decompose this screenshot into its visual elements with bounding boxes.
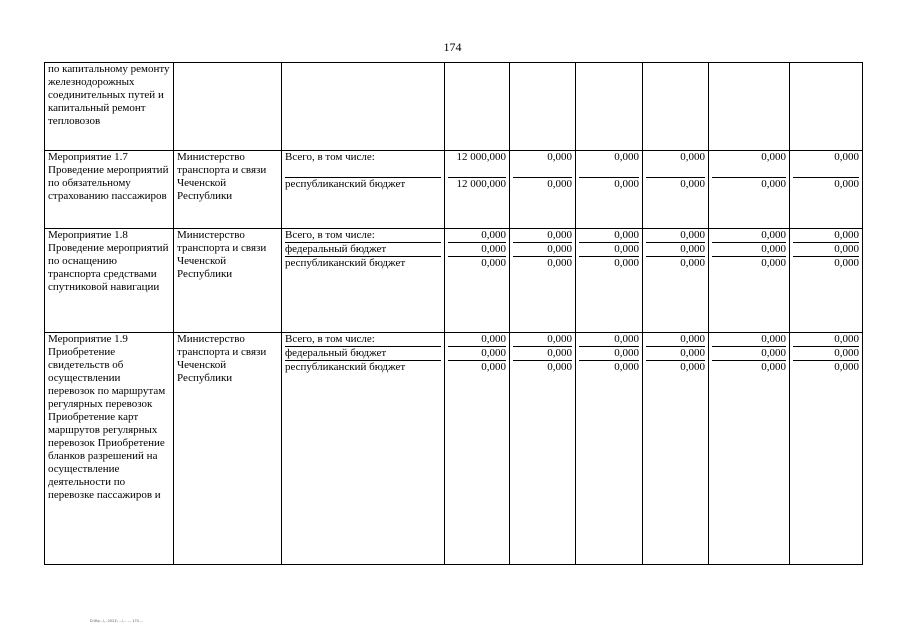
value-cell	[576, 333, 643, 565]
value-cell	[709, 229, 790, 333]
value: 0,000	[712, 151, 786, 178]
value: 0,000	[793, 151, 859, 178]
executor-cell: Министерство транспорта и связи Чеченской Республики	[174, 229, 282, 333]
executor-cell: Министерство транспорта и связи Чеченской Республики	[174, 151, 282, 229]
value: 0,000	[448, 229, 506, 243]
funding-source-regional: республиканский бюджет	[285, 257, 406, 269]
value-cell	[643, 151, 709, 229]
table-row-measure-1-9	[45, 333, 863, 565]
value-cell	[445, 333, 510, 565]
funding-source-cell	[282, 63, 445, 151]
value-cell	[790, 333, 863, 565]
value: 0,000	[712, 243, 786, 257]
funding-source-cell	[282, 151, 445, 229]
value-cell	[643, 229, 709, 333]
value: 0,000	[680, 361, 705, 373]
value: 0,000	[513, 333, 572, 347]
value: 0,000	[448, 347, 506, 361]
value: 0,000	[680, 178, 705, 190]
value: 12 000,000	[448, 151, 506, 178]
value: 0,000	[579, 151, 639, 178]
measure-name-cell: по капитальному ремонту железнодорожных соединительных путей и капитальный ремонт тепловозов	[45, 63, 174, 151]
value: 0,000	[834, 178, 859, 190]
measure-name-cell: Мероприятие 1.8 Проведение мероприятий по оснащению транспорта средствами спутниковой навигации	[45, 229, 174, 333]
measure-name-cell: Мероприятие 1.7 Проведение мероприятий по обязательному страхованию пассажиров	[45, 151, 174, 229]
value: 0,000	[547, 178, 572, 190]
value-cell	[510, 333, 576, 565]
value: 0,000	[793, 229, 859, 243]
funding-source-regional: республиканский бюджет	[285, 178, 406, 190]
value: 0,000	[646, 347, 705, 361]
value-cell	[790, 63, 863, 151]
value: 0,000	[579, 243, 639, 257]
value: 0,000	[712, 229, 786, 243]
value-cell	[576, 63, 643, 151]
value-cell	[790, 151, 863, 229]
value: 0,000	[513, 229, 572, 243]
value: 0,000	[761, 178, 786, 190]
value-cell	[643, 63, 709, 151]
value: 0,000	[547, 257, 572, 269]
value: 0,000	[579, 229, 639, 243]
value: 0,000	[481, 361, 506, 373]
value-cell	[576, 151, 643, 229]
value: 0,000	[513, 243, 572, 257]
funding-source-cell	[282, 229, 445, 333]
value: 0,000	[646, 333, 705, 347]
value-cell	[709, 333, 790, 565]
value: 0,000	[761, 361, 786, 373]
value: 0,000	[834, 257, 859, 269]
value: 0,000	[614, 257, 639, 269]
value-cell	[790, 229, 863, 333]
table-row-continuation	[45, 63, 863, 151]
value: 0,000	[547, 361, 572, 373]
value-cell	[709, 63, 790, 151]
value: 0,000	[513, 347, 572, 361]
budget-table	[44, 62, 863, 565]
value: 0,000	[481, 257, 506, 269]
value-cell	[510, 229, 576, 333]
table-row-measure-1-7	[45, 151, 863, 229]
value: 0,000	[448, 333, 506, 347]
funding-source-federal: федеральный бюджет	[285, 347, 441, 361]
value-cell	[510, 63, 576, 151]
value-cell	[576, 229, 643, 333]
value: 0,000	[614, 178, 639, 190]
funding-source-total: Всего, в том числе:	[285, 333, 441, 347]
funding-source-regional: республиканский бюджет	[285, 361, 406, 373]
value: 0,000	[793, 347, 859, 361]
value: 0,000	[646, 229, 705, 243]
value: 0,000	[646, 243, 705, 257]
measure-name-cell: Мероприятие 1.9 Приобретение свидетельств об осуществлении перевозок по маршрутам регулярных перевозок Приобретение карт маршрутов регулярных перевозок Приобретение бланков разрешений на осуществление деятельности по перевозке пассажиров и	[45, 333, 174, 565]
value: 0,000	[712, 347, 786, 361]
file-path-footer: D:\Кр...\...2021\ ...\... ... 174 ...	[90, 619, 144, 623]
value: 0,000	[513, 151, 572, 178]
value: 0,000	[793, 333, 859, 347]
value: 0,000	[793, 243, 859, 257]
value-cell	[643, 333, 709, 565]
funding-source-total: Всего, в том числе:	[285, 151, 441, 178]
value: 0,000	[834, 361, 859, 373]
executor-cell	[174, 63, 282, 151]
value: 0,000	[448, 243, 506, 257]
value-cell	[510, 151, 576, 229]
funding-source-federal: федеральный бюджет	[285, 243, 441, 257]
value: 0,000	[680, 257, 705, 269]
value: 12 000,000	[456, 178, 506, 190]
page-number: 174	[443, 40, 462, 54]
value: 0,000	[646, 151, 705, 178]
value-cell	[709, 151, 790, 229]
value-cell	[445, 229, 510, 333]
funding-source-cell	[282, 333, 445, 565]
value: 0,000	[614, 361, 639, 373]
table-row-measure-1-8	[45, 229, 863, 333]
value-cell	[445, 151, 510, 229]
value: 0,000	[579, 347, 639, 361]
value-cell	[445, 63, 510, 151]
value: 0,000	[579, 333, 639, 347]
value: 0,000	[761, 257, 786, 269]
value: 0,000	[712, 333, 786, 347]
executor-cell: Министерство транспорта и связи Чеченской Республики	[174, 333, 282, 565]
funding-source-total: Всего, в том числе:	[285, 229, 441, 243]
